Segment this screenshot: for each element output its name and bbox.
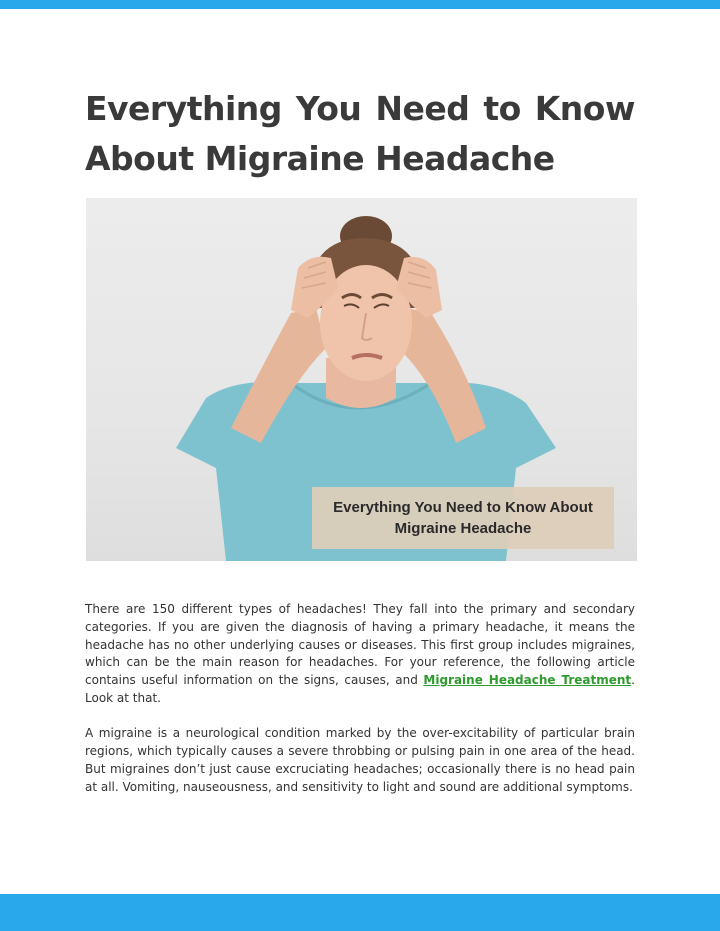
paragraph-text: There are 150 different types of headaches! They fall into the primary and secondary categories. If you are given the diagnosis of having a primary headache, it means the headache has no other underlying causes or diseases. This first group includes migraines, which can be the main reason for headaches. For your reference, the following article contains useful information on the signs, causes, and: [85, 602, 635, 688]
hero-caption-line-2: Migraine Headache: [394, 520, 532, 537]
title-line-1: [85, 84, 635, 134]
bottom-accent-bar: [0, 894, 720, 931]
hero-caption-box: [312, 487, 614, 549]
hero-caption-line-1: Everything You Need to Know About: [333, 499, 593, 516]
title-word: Everything: [85, 89, 282, 128]
title-word: Know: [534, 89, 635, 128]
paragraph-text: . Look at that.: [85, 673, 635, 705]
hero-image: [86, 198, 637, 561]
top-accent-bar: [0, 0, 720, 9]
title-word: Need: [375, 89, 470, 128]
paragraph-intro: [85, 601, 635, 708]
title-word: You: [295, 89, 362, 128]
paragraph-definition: A migraine is a neurological condition marked by the over-excitability of particular brain regions, which typically causes a severe throbbing or pulsing pain in one area of the head. But migraines don’t just cause excruciating headaches; occasionally there is no head pain at all. Vomiting, nauseousness, and sensitivity to light and sound are additional symptoms.: [85, 726, 635, 794]
migraine-treatment-link[interactable]: Migraine Headache Treatment: [423, 673, 632, 688]
title-word: to: [483, 89, 521, 128]
article-body: [85, 601, 635, 814]
title-line-2: About Migraine Headache: [85, 139, 555, 178]
page-title: [85, 84, 635, 184]
